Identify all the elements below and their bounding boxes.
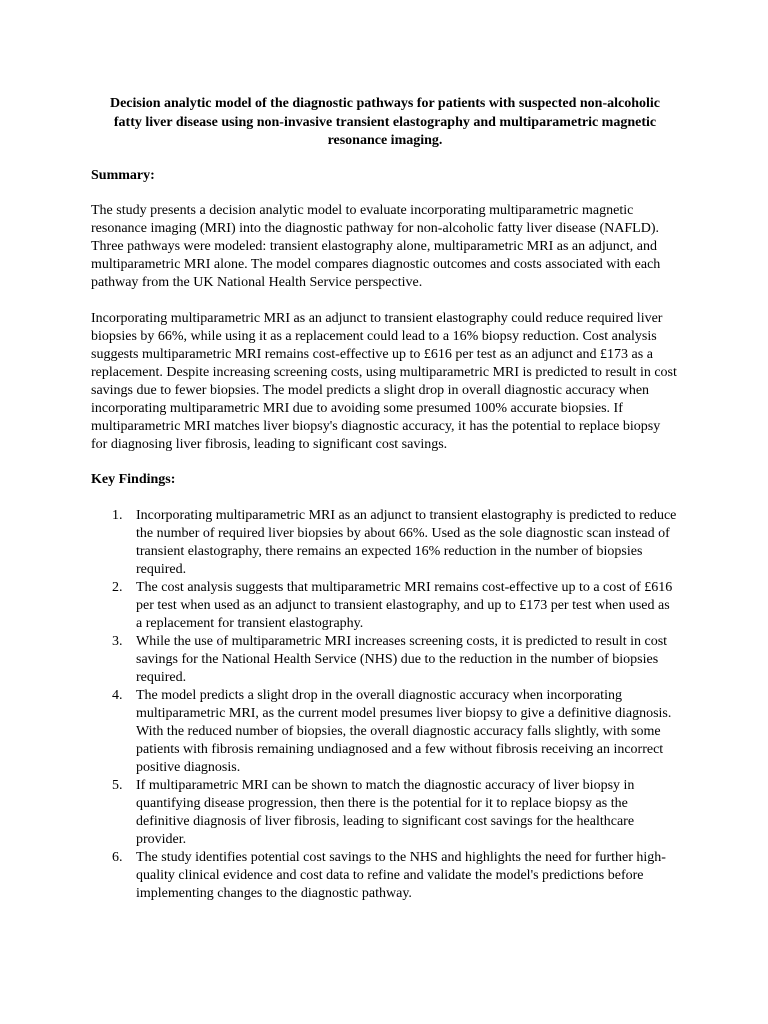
list-item-number: 5. bbox=[112, 777, 123, 793]
list-item bbox=[112, 849, 679, 903]
list-item bbox=[112, 507, 679, 579]
list-item-text: The model predicts a slight drop in the overall diagnostic accuracy when incorporating multiparametric MRI, as the current model presumes liver biopsy to give a definitive diagnosis. With the reduced number of biopsies, the overall diagnostic accuracy falls slightly, with some patients with fibrosis remaining undiagnosed and a few without fibrosis receiving an incorrect positive diagnosis. bbox=[136, 687, 672, 775]
summary-paragraph: The study presents a decision analytic model to evaluate incorporating multiparametric magnetic resonance imaging (MRI) into the diagnostic pathway for non-alcoholic fatty liver disease (NAFLD). Three pathways were modeled: transient elastography alone, multiparametric MRI as an adjunct, and multiparametric MRI alone. The model compares diagnostic outcomes and costs associated with each pathway from the UK National Health Service perspective. bbox=[91, 202, 661, 290]
list-item bbox=[112, 777, 679, 849]
list-item-number: 2. bbox=[112, 579, 123, 595]
list-item-number: 3. bbox=[112, 633, 123, 649]
list-item bbox=[112, 633, 679, 687]
list-item-text: If multiparametric MRI can be shown to match the diagnostic accuracy of liver biopsy in quantifying disease progression, then there is the potential for it to replace biopsy as the definitive diagnosis of liver fibrosis, leading to significant cost savings for the healthcare provider. bbox=[136, 777, 635, 847]
key-findings-list bbox=[91, 507, 679, 903]
list-item-number: 6. bbox=[112, 849, 123, 865]
list-item-text: The cost analysis suggests that multiparametric MRI remains cost-effective up to a cost of £616 per test when used as an adjunct to transient elastography, and up to £173 per test when used as a replacement for transient elastography. bbox=[136, 579, 673, 631]
summary-heading: Summary: bbox=[91, 167, 155, 183]
list-item-number: 4. bbox=[112, 687, 123, 703]
key-findings-heading: Key Findings: bbox=[91, 471, 176, 487]
summary-paragraph: Incorporating multiparametric MRI as an adjunct to transient elastography could reduce required liver biopsies by 66%, while using it as a replacement could lead to a 16% biopsy reduction. Cost analysis suggests multiparametric MRI remains cost-effective up to £616 per test as an adjunct and £173 as a replacement. Despite increasing screening costs, using multiparametric MRI is predicted to result in cost savings due to fewer biopsies. The model predicts a slight drop in overall diagnostic accuracy when incorporating multiparametric MRI due to avoiding some presumed 100% accurate biopsies. If multiparametric MRI matches liver biopsy's diagnostic accuracy, it has the potential to replace biopsy for diagnosing liver fibrosis, leading to significant cost savings. bbox=[91, 310, 677, 452]
document-page bbox=[91, 95, 679, 903]
list-item bbox=[112, 687, 679, 777]
list-item-text: The study identifies potential cost savings to the NHS and highlights the need for further high-quality clinical evidence and cost data to refine and validate the model's predictions before implementing changes to the diagnostic pathway. bbox=[136, 849, 666, 901]
list-item-number: 1. bbox=[112, 507, 123, 523]
list-item-text: Incorporating multiparametric MRI as an adjunct to transient elastography is predicted to reduce the number of required liver biopsies by about 66%. Used as the sole diagnostic scan instead of transient elastography, there remains an expected 16% reduction in the number of biopsies required. bbox=[136, 507, 677, 577]
list-item-text: While the use of multiparametric MRI increases screening costs, it is predicted to result in cost savings for the National Health Service (NHS) due to the reduction in the number of biopsies required. bbox=[136, 633, 668, 685]
list-item bbox=[112, 579, 679, 633]
document-title: Decision analytic model of the diagnostic pathways for patients with suspected non-alcoholic fatty liver disease using non-invasive transient elastography and multiparametric magnetic resonance imaging. bbox=[109, 96, 661, 148]
